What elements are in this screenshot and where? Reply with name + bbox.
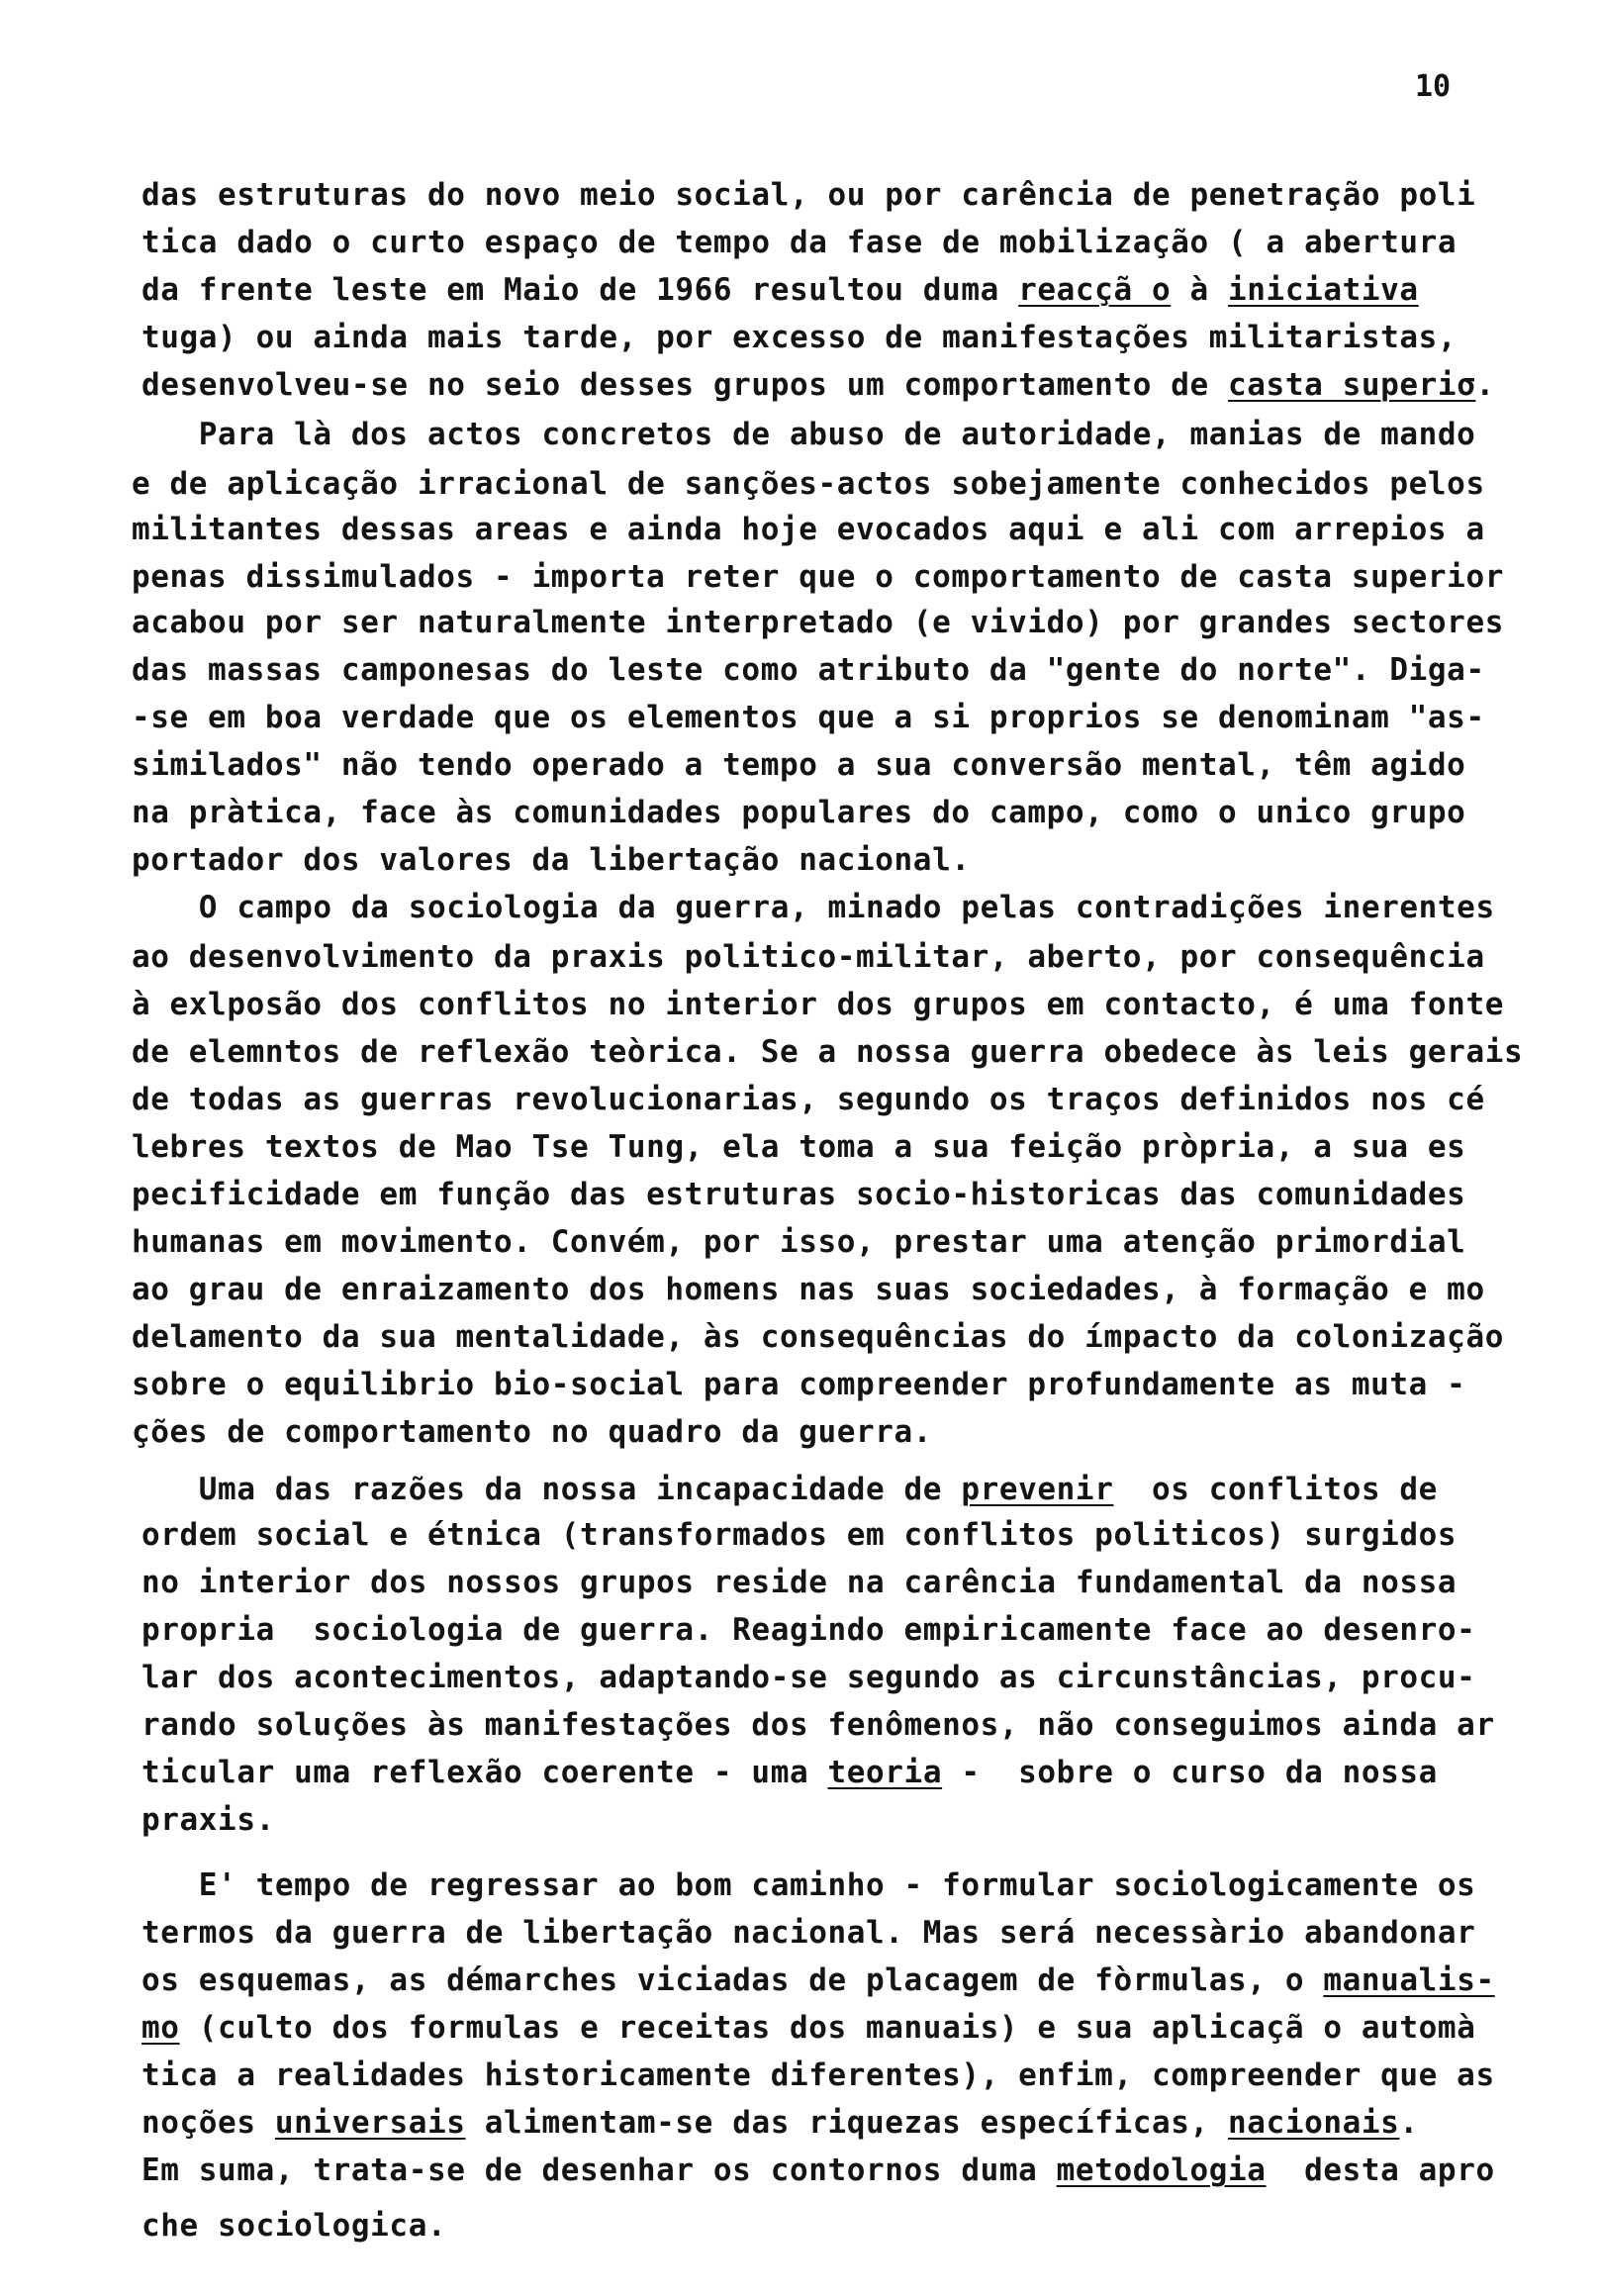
text-line: desenvolveu-se no seio desses grupos um comportamento de casta superiσ. — [141, 367, 1495, 403]
text-line: Em suma, trata-se de desenhar os contornos duma metodologia desta apro — [141, 2152, 1495, 2188]
text-line: lar dos acontecimentos, adaptando-se segundo as circunstâncias, procu- — [141, 1660, 1476, 1695]
text-line: acabou por ser naturalmente interpretado (e vivido) por grandes sectores — [132, 605, 1504, 640]
text-line: noções universais alimentam-se das riquezas específicas, nacionais. — [141, 2105, 1419, 2141]
text-line: similados" não tendo operado a tempo a sua conversão mental, têm agido — [132, 747, 1466, 783]
text-line: ções de comportamento no quadro da guerra. — [132, 1414, 933, 1450]
text-line: delamento da sua mentalidade, às consequências do ímpacto da colonização — [132, 1319, 1504, 1355]
text-line: de elemntos de reflexão teòrica. Se a nossa guerra obedece às leis gerais — [132, 1034, 1524, 1070]
text-line: rando soluções às manifestações dos fenômenos, não conseguimos ainda ar — [141, 1707, 1495, 1743]
text-line: à exlposão dos conflitos no interior dos grupos em contacto, é uma fonte — [132, 987, 1504, 1022]
page-number: 10 — [1415, 69, 1452, 104]
text-line: da frente leste em Maio de 1966 resultou duma reacçã o à iniciativa — [141, 272, 1419, 308]
text-line: e de aplicação irracional de sanções-actos sobejamente conhecidos pelos — [132, 466, 1485, 502]
text-line: praxis. — [141, 1802, 275, 1838]
text-line: portador dos valores da libertação nacional. — [132, 842, 971, 878]
text-line: Para là dos actos concretos de abuso de autoridade, manias de mando — [141, 417, 1476, 452]
text-line: tica a realidades historicamente diferentes), enfim, compreender que as — [141, 2057, 1495, 2093]
text-line: termos da guerra de libertação nacional. Mas será necessàrio abandonar — [141, 1915, 1476, 1951]
text-line: pecificidade em função das estruturas socio-historicas das comunidades — [132, 1177, 1466, 1212]
text-line: ticular uma reflexão coerente - uma teoria - sobre o curso da nossa — [141, 1755, 1438, 1790]
text-line: tica dado o curto espaço de tempo da fase de mobilização ( a abertura — [141, 225, 1458, 260]
text-line: humanas em movimento. Convém, por isso, prestar uma atenção primordial — [132, 1224, 1466, 1260]
text-line: os esquemas, as démarches viciadas de placagem de fòrmulas, o manualis- — [141, 1962, 1495, 1998]
text-line: na pràtica, face às comunidades populares do campo, como o unico grupo — [132, 795, 1466, 830]
text-line: lebres textos de Mao Tse Tung, ela toma a sua feição pròpria, a sua es — [132, 1129, 1466, 1165]
text-line: mo (culto dos formulas e receitas dos manuais) e sua aplicaçã o automà — [141, 2010, 1476, 2046]
text-line: O campo da sociologia da guerra, minado pelas contradições inerentes — [141, 890, 1495, 925]
text-line: militantes dessas areas e ainda hoje evocados aqui e ali com arrepios a — [132, 512, 1485, 547]
text-line: E' tempo de regressar ao bom caminho - formular sociologicamente os — [141, 1867, 1476, 1903]
text-line: Uma das razões da nossa incapacidade de prevenir os conflitos de — [141, 1472, 1438, 1507]
text-line: das estruturas do novo meio social, ou por carência de penetração poli — [141, 177, 1476, 213]
text-line: penas dissimulados - importa reter que o comportamento de casta superior — [132, 559, 1504, 595]
text-line: propria sociologia de guerra. Reagindo empiricamente face ao desenro- — [141, 1612, 1476, 1648]
text-line: de todas as guerras revolucionarias, segundo os traços definidos nos cé — [132, 1082, 1485, 1117]
text-line: tuga) ou ainda mais tarde, por excesso de manifestações militaristas, — [141, 320, 1458, 355]
text-line: ao desenvolvimento da praxis politico-militar, aberto, por consequência — [132, 939, 1485, 975]
text-line: das massas camponesas do leste como atributo da "gente do norte". Diga- — [132, 652, 1485, 688]
text-line: no interior dos nossos grupos reside na carência fundamental da nossa — [141, 1565, 1458, 1600]
text-line: sobre o equilibrio bio-social para compreender profundamente as muta - — [132, 1367, 1466, 1402]
text-line: ao grau de enraizamento dos homens nas suas sociedades, à formação e mo — [132, 1272, 1485, 1307]
text-line: che sociologica. — [141, 2208, 447, 2244]
text-line: -se em boa verdade que os elementos que a si proprios se denominam "as- — [132, 700, 1485, 735]
text-line: ordem social e étnica (transformados em conflitos politicos) surgidos — [141, 1517, 1458, 1553]
